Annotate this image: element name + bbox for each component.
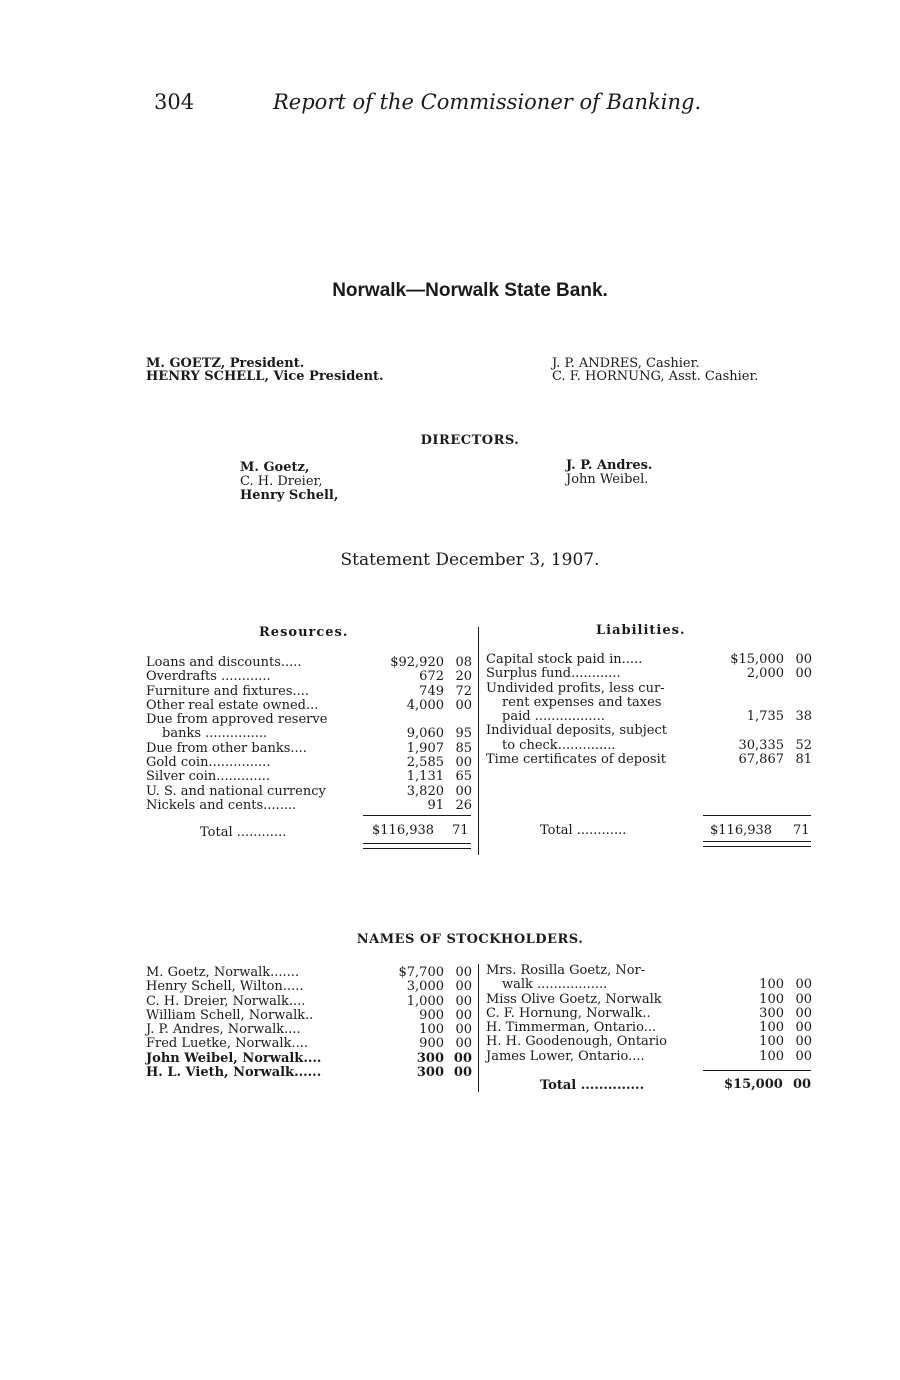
table-row: to check.............. 30,335 52	[502, 737, 812, 753]
table-row: Due from approved reserve	[146, 712, 328, 728]
table-row: Fred Luetke, Norwalk.... 900 00	[146, 1036, 472, 1052]
liabilities-heading: Liabilities.	[596, 623, 686, 638]
director-name: John Weibel.	[566, 472, 649, 487]
liabilities-sum-rule	[703, 815, 811, 816]
stockholders-left-table	[146, 966, 472, 1080]
resources-table	[146, 656, 472, 813]
table-row: C. F. Hornung, Norwalk.. 300 00	[486, 1005, 812, 1021]
table-row: Gold coin............... 2,585 00	[146, 755, 472, 771]
vice-president-line: HENRY SCHELL, Vice President.	[146, 369, 384, 384]
stockholders-total-cents: 00	[793, 1077, 812, 1092]
table-row: Silver coin............. 1,131 65	[146, 769, 472, 785]
liabilities-double-rule	[703, 841, 811, 847]
statement-title: Statement December 3, 1907.	[340, 550, 600, 570]
table-row: H. Timmerman, Ontario... 100 00	[486, 1020, 812, 1036]
directors-right	[566, 459, 652, 487]
cashier-line: J. P. ANDRES, Cashier.	[552, 356, 700, 371]
president-line: M. GOETZ, President.	[146, 356, 305, 371]
column-divider	[478, 627, 479, 855]
table-row: C. H. Dreier, Norwalk.... 1,000 00	[146, 993, 472, 1009]
stockholders-total-dollars: $15,000	[724, 1077, 783, 1092]
running-title: Report of the Commissioner of Banking.	[273, 90, 702, 114]
resources-total-label: Total ............	[200, 825, 287, 840]
director-name: J. P. Andres.	[566, 458, 653, 473]
director-name: Henry Schell,	[240, 488, 339, 503]
table-row: rent expenses and taxes	[502, 694, 662, 710]
bank-title: Norwalk—Norwalk State Bank.	[332, 280, 608, 301]
table-row: H. H. Goodenough, Ontario 100 00	[486, 1034, 812, 1050]
table-row: Overdrafts ............ 672 20	[146, 669, 472, 685]
stockholders-title: NAMES OF STOCKHOLDERS.	[356, 932, 584, 947]
liabilities-total-cents: 71	[793, 823, 810, 838]
table-row: Miss Olive Goetz, Norwalk 100 00	[486, 991, 812, 1007]
officers-left	[146, 357, 384, 383]
officers-right	[552, 357, 758, 383]
table-row: Other real estate owned... 4,000 00	[146, 697, 472, 713]
table-row: Capital stock paid in..... $15,000 00	[486, 652, 812, 667]
directors-left	[240, 461, 338, 503]
stockholders-divider	[478, 964, 479, 1092]
page-number: 304	[154, 90, 195, 114]
director-name: M. Goetz,	[240, 460, 310, 475]
table-row: Nickels and cents........ 91 26	[146, 797, 472, 813]
table-row: walk ................. 100 00	[502, 977, 812, 993]
stockholders-total-label: Total ..............	[540, 1078, 645, 1093]
table-row: Undivided profits, less cur-	[486, 680, 665, 696]
resources-heading: Resources.	[259, 625, 349, 640]
directors-title: DIRECTORS.	[420, 433, 520, 448]
table-row: Individual deposits, subject	[486, 723, 667, 739]
liabilities-table	[486, 653, 812, 767]
resources-total-cents: 71	[452, 823, 469, 838]
table-row: John Weibel, Norwalk.... 300 00	[146, 1050, 472, 1066]
resources-total-dollars: $116,938	[372, 823, 435, 838]
table-row: paid ................. 1,735 38	[502, 709, 812, 725]
stockholders-sum-rule	[703, 1070, 811, 1071]
table-row: J. P. Andres, Norwalk.... 100 00	[146, 1022, 472, 1038]
table-row: M. Goetz, Norwalk....... $7,700 00	[146, 965, 472, 980]
liabilities-total-dollars: $116,938	[710, 823, 773, 838]
table-row: Time certificates of deposit 67,867 81	[486, 752, 812, 768]
resources-double-rule	[363, 843, 471, 849]
stockholders-right-table	[486, 964, 812, 1064]
table-row: U. S. and national currency 3,820 00	[146, 783, 472, 799]
asst-cashier-line: C. F. HORNUNG, Asst. Cashier.	[552, 369, 759, 384]
table-row: banks ............... 9,060 95	[162, 726, 472, 742]
table-row: Henry Schell, Wilton..... 3,000 00	[146, 979, 472, 995]
table-row: Loans and discounts..... $92,920 08	[146, 655, 472, 670]
table-row: Due from other banks.... 1,907 85	[146, 740, 472, 756]
liabilities-total-label: Total ............	[540, 823, 627, 838]
table-row: H. L. Vieth, Norwalk...... 300 00	[146, 1065, 472, 1081]
table-row: James Lower, Ontario.... 100 00	[486, 1048, 812, 1064]
director-name: C. H. Dreier,	[240, 474, 323, 489]
table-row: William Schell, Norwalk.. 900 00	[146, 1007, 472, 1023]
table-row: Mrs. Rosilla Goetz, Nor-	[486, 963, 646, 978]
table-row: Furniture and fixtures.... 749 72	[146, 683, 472, 699]
resources-sum-rule	[363, 815, 471, 816]
table-row: Surplus fund............ 2,000 00	[486, 666, 812, 682]
